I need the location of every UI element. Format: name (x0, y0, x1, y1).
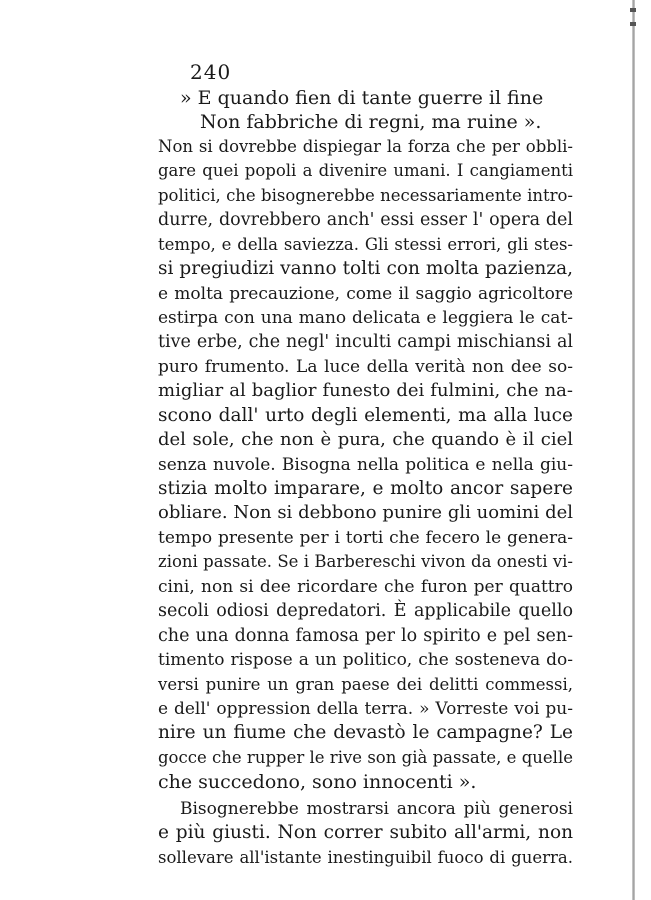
text-line: e dell' oppression della terra. » Vorreste voi pu- (158, 698, 573, 719)
page-edge-mark (630, 8, 636, 12)
text-line: puro frumento. La luce della verità non dee so- (158, 356, 573, 377)
text-line: gocce che rupper le rive son già passate, e quelle (158, 747, 573, 767)
text-line: e molta precauzione, come il saggio agricoltore (158, 283, 573, 304)
text-line: politici, che bisognerebbe necessariamente intro- (158, 185, 573, 205)
page-number: 240 (190, 60, 232, 84)
text-line: si pregiudizi vanno tolti con molta pazienza, (158, 258, 573, 280)
text-line: zioni passate. Se i Barbereschi vivon da onesti vi- (158, 552, 573, 572)
text-line: Non si dovrebbe dispiegar la forza che per obbli- (158, 136, 573, 156)
text-line: nire un fiume che devastò le campagne? Le (158, 722, 573, 744)
text-line: che una donna famosa per lo spirito e pel sen- (158, 625, 573, 646)
body-text (158, 86, 573, 870)
text-line: estirpa con una mano delicata e leggiera le cat- (158, 307, 573, 328)
text-line: e più giusti. Non correr subito all'armi, non (158, 822, 573, 844)
text-line: del sole, che non è pura, che quando è il ciel (158, 429, 573, 451)
page-edge-shadow (632, 0, 635, 900)
text-line: tempo presente per i torti che fecero le genera- (158, 527, 573, 548)
text-line: tive erbe, che negl' inculti campi mischiansi al (158, 332, 573, 353)
text-line: tempo, e della saviezza. Gli stessi errori, gli stes- (158, 234, 573, 254)
text-line: scono dall' urto degli elementi, ma alla luce (158, 404, 573, 426)
text-line: cini, non si dee ricordare che furon per quattro (158, 576, 573, 597)
text-line: senza nuvole. Bisogna nella politica e nella giu- (158, 454, 573, 475)
text-line: secoli odiosi depredatori. È applicabile quello (158, 601, 573, 622)
text-line: versi punire un gran paese dei delitti commessi, (158, 674, 573, 694)
text-line: migliar al baglior funesto dei fulmini, che na- (158, 380, 573, 402)
text-line: sollevare all'istante inestinguibil fuoco di guerra. (158, 847, 573, 867)
text-line: durre, dovrebbero anch' essi esser l' opera del (158, 210, 573, 231)
text-line: timento rispose a un politico, che sosteneva do- (158, 650, 573, 671)
text-line: gare quei popoli a divenire umani. I cangiamenti (158, 161, 573, 181)
verse-line: » E quando fien di tante guerre il fine (180, 87, 544, 109)
text-line: Bisognerebbe mostrarsi ancora più generosi (180, 798, 573, 819)
text-line: che succedono, sono innocenti ». (158, 771, 477, 794)
text-line: obliare. Non si debbono punire gli uomini del (158, 502, 573, 524)
page-edge-mark (630, 22, 636, 26)
text-line: stizia molto imparare, e molto ancor sapere (158, 478, 573, 499)
verse-line: Non fabbriche di regni, ma ruine ». (200, 111, 542, 134)
